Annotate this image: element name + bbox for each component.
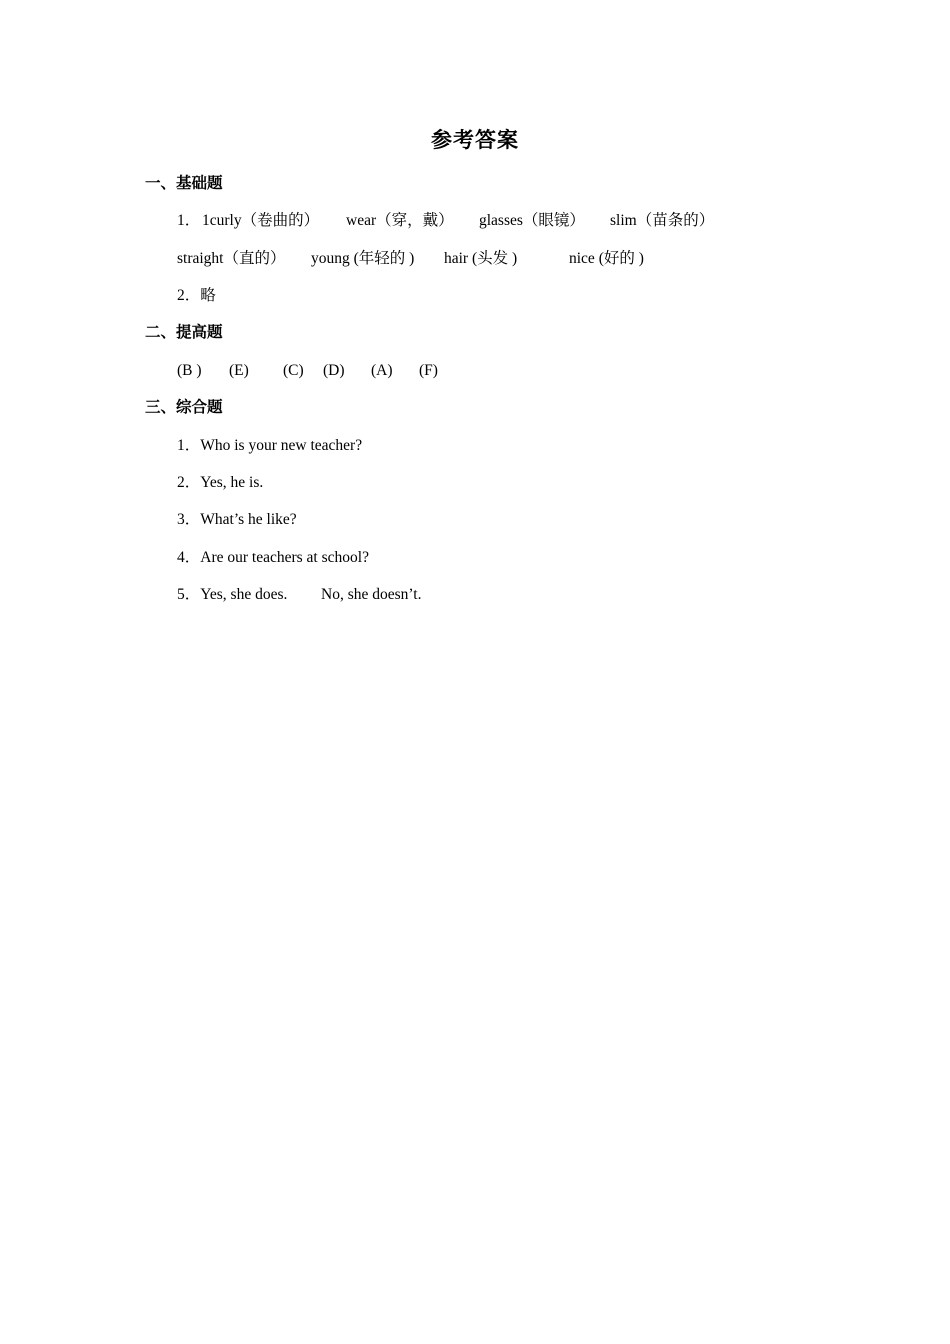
section-heading-comprehensive: 三、综合题 [145,399,223,416]
word-young: young (年轻的 ) [311,250,415,267]
section-heading-basic: 一、基础题 [145,175,223,192]
q1-row2 [177,249,777,269]
item-5-no: No, she doesn’t. [321,586,422,603]
word-glasses: glasses（眼镜） [479,212,585,229]
q2-answer: 2．略 [177,287,216,304]
matching-answers-row [177,361,577,381]
answer-3: (C) [283,362,304,379]
comprehensive-item-4: 4．Are our teachers at school? [177,549,369,566]
word-nice: nice (好的 ) [569,250,644,267]
answer-5: (A) [371,362,393,379]
answer-1: (B ) [177,362,202,379]
comprehensive-item-1: 1．Who is your new teacher? [177,437,363,454]
word-hair: hair (头发 ) [444,250,518,267]
page-title: 参考答案 [431,128,519,152]
section-heading-advanced: 二、提高题 [145,324,223,341]
answer-4: (D) [323,362,345,379]
answer-2: (E) [229,362,249,379]
q1-row1 [177,211,777,231]
item-5-yes: 5．Yes, she does. [177,586,288,603]
comprehensive-item-3: 3．What’s he like? [177,511,297,528]
comprehensive-item-2: 2．Yes, he is. [177,474,264,491]
word-straight: straight（直的） [177,250,286,267]
answer-6: (F) [419,362,438,379]
q1-number: 1． [177,212,201,229]
word-wear: wear（穿，戴） [346,212,454,229]
comprehensive-item-5 [177,585,577,605]
word-slim: slim（苗条的） [610,212,715,229]
word-curly: 1curly（卷曲的） [202,212,320,229]
